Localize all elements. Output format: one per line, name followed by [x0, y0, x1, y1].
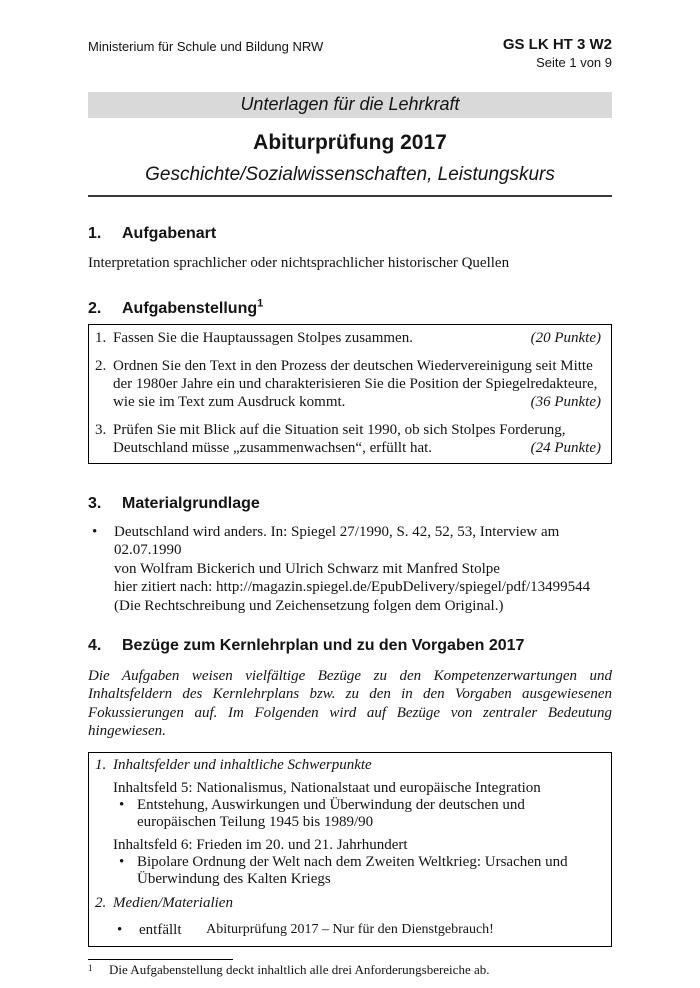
ministry-label: Ministerium für Schule und Bildung NRW [88, 39, 324, 54]
document-page [88, 0, 612, 978]
task-number: 2. [95, 358, 107, 375]
section-3-number: 3. [88, 495, 102, 513]
task-text: (20 Punkte) Fassen Sie die Hauptaussagen Stolpes zusammen. [113, 330, 601, 347]
source-line: (Die Rechtschreibung und Zeichensetzung folgen dem Original.) [114, 597, 504, 614]
task-text: Ordnen Sie den Text in den Prozess der deutschen Wiedervereinigung seit Mitte der 1980er Jahre ein und charakterisieren Sie die Position der Spiegelredakteure, wie sie im Text zum Ausdruck kommt. (36 Punkte) [113, 358, 601, 411]
document-code: GS LK HT 3 W2 [502, 36, 612, 53]
box-item-2 [95, 895, 601, 912]
inhaltsfeld-5 [113, 780, 601, 831]
inhaltsfeld-6 [113, 837, 601, 888]
section-4-title: Bezüge zum Kernlehrplan und zu den Vorgaben 2017 [122, 637, 525, 655]
section-1-heading [88, 225, 612, 243]
task-number: 3. [95, 422, 107, 439]
section-2-title: Aufgabenstellung$^1$ [122, 297, 264, 317]
footnote-marker: 1 [257, 297, 264, 310]
page-footer: Abiturprüfung 2017 – Nur für den Dienstgebrauch! [206, 922, 494, 937]
section-4-number: 4. [88, 637, 102, 655]
section-2-number: 2. [88, 299, 102, 317]
bullet-icon [88, 523, 114, 616]
task-text: Prüfen Sie mit Blick auf die Situation seit 1990, ob sich Stolpes Forderung, Deutschland müsse „zusammenwachsen“, erfüllt hat. (24 Punkte) [113, 422, 601, 457]
page-number: Seite 1 von 9 [536, 54, 612, 70]
task-points: (36 Punkte) [530, 394, 601, 411]
box-item-1 [95, 757, 601, 774]
task-item [95, 357, 601, 411]
box-item-2-number: 2. [95, 894, 107, 911]
source-line: von Wolfram Bickerich und Ulrich Schwarz mit Manfred Stolpe [114, 560, 500, 577]
inhaltsfeld-5-title: Inhaltsfeld 5: Nationalismus, Nationalstaat und europäische Integration [113, 779, 541, 796]
bullet-icon [113, 797, 137, 831]
exam-subject: Geschichte/Sozialwissenschaften, Leistungskurs [88, 164, 612, 197]
task-box [88, 324, 612, 464]
box-item-1-label: Inhaltsfelder und inhaltliche Schwerpunkte [113, 756, 372, 773]
footnote-text: Die Aufgabenstellung deckt inhaltlich alle drei Anforderungsbereiche ab. [109, 962, 490, 978]
source-line: hier zitiert nach: http://magazin.spiegel.de/EpubDelivery/spiegel/pdf/13499544 [114, 579, 591, 596]
section-4-intro: Die Aufgaben weisen vielfältige Bezüge zu den Kompetenzerwartungen und Inhaltsfeldern des Kernlehrplans bzw. zu den in den Vorgaben ausgewiesenen Fokussierungen auf. Im Folgenden wird auf Bezüge von zentraler Bedeutung hingewiesen. [88, 667, 612, 740]
box-item-2-label: Medien/Materialien [113, 894, 233, 911]
section-1-body: Interpretation sprachlicher oder nichtsprachlicher historischer Quellen [88, 255, 510, 272]
section-3-title: Materialgrundlage [122, 495, 260, 513]
footnote-separator [88, 959, 233, 960]
section-2-heading [88, 297, 612, 318]
inhaltsfeld-6-title: Inhaltsfeld 6: Frieden im 20. und 21. Jahrhundert [113, 836, 408, 853]
page-header [88, 0, 612, 71]
task-item [95, 329, 601, 347]
inhaltsfeld-6-bullet: • Bipolare Ordnung der Welt nach dem Zweiten Weltkrieg: Ursachen und Überwindung des Kalten Kriegs [113, 854, 601, 888]
section-3-heading [88, 495, 612, 513]
exam-title: Abiturprüfung 2017 [253, 131, 447, 154]
task-number: 1. [95, 330, 107, 347]
inhaltsfeld-5-bullet: • Entstehung, Auswirkungen und Überwindung der deutschen und europäischen Teilung 1945 bis 1989/90 [113, 797, 601, 831]
bullet-icon [113, 854, 137, 888]
kernlehrplan-box [88, 752, 612, 948]
task-points: (20 Punkte) [530, 330, 601, 347]
source-line: Deutschland wird anders. In: Spiegel 27/1990, S. 42, 52, 53, Interview am 02.07.1990 [114, 523, 560, 559]
material-source-text [114, 523, 612, 616]
box-item-1-number: 1. [95, 756, 107, 773]
footnote-ref: 1 [88, 963, 93, 974]
section-4-heading [88, 637, 612, 655]
box-item-2-bullet: • entfällt [113, 921, 601, 940]
section-1-number: 1. [88, 225, 102, 242]
section-1-title: Aufgabenart [122, 225, 217, 242]
material-source [88, 523, 612, 616]
header-right [503, 36, 612, 71]
teacher-materials-banner: Unterlagen für die Lehrkraft [88, 92, 612, 118]
task-points: (24 Punkte) [530, 440, 601, 457]
task-item [95, 421, 601, 457]
footnote [88, 962, 612, 978]
